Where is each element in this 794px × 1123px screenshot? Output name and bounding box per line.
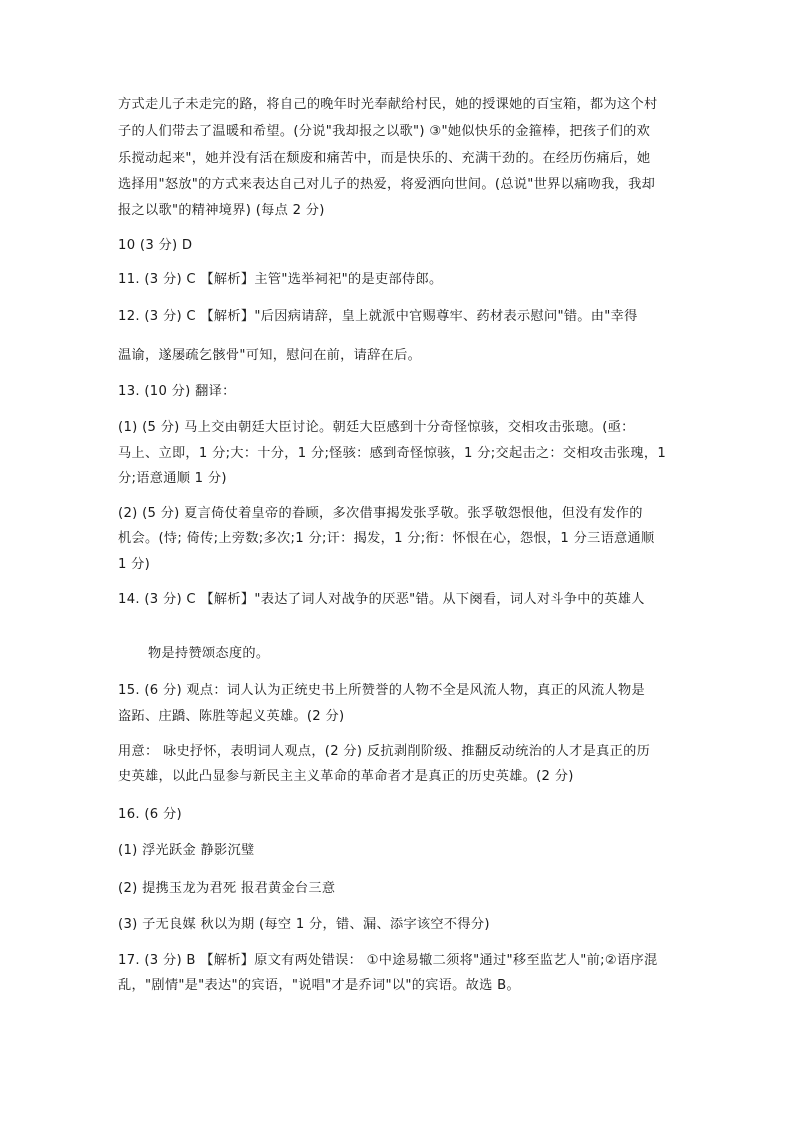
answer-17: 17. (3 分) B 【解析】原文有两处错误： ①中途易辙二须将"通过"移至监艺人"前;②语序混 (118, 953, 658, 968)
answer-13-1-c: 分;语意通顺 1 分) (118, 471, 227, 486)
answer-13-2-a: (2) (5 分) 夏言倚仗着皇帝的眷顾，多次借事揭发张孚敬。张孚敬怨恨他，但没有发作的 (118, 506, 643, 521)
answer-13-1-a: (1) (5 分) 马上交由朝廷大臣讨论。朝廷大臣感到十分奇怪惊骇，交相攻击张璁。(亟： (118, 420, 635, 435)
text-line-5: 报之以歌"的精神境界) (每点 2 分) (118, 203, 325, 218)
answer-13-1-b: 马上、立即，1 分;大：十分，1 分;怪骇：感到奇怪惊骇，1 分;交起击之：交相攻击张瑰，1 (118, 446, 667, 461)
answer-14-cont: 物是持赞颂态度的。 (148, 646, 270, 661)
answer-14: 14. (3 分) C 【解析】"表达了词人对战争的厌恶"错。从下阕看，词人对斗争中的英雄人 (118, 592, 645, 607)
text-line-4: 选择用"怒放"的方式来表达自己对儿子的热爱，将爱洒向世间。(总说"世界以痛吻我，我却 (118, 177, 656, 192)
answer-17-cont: 乱，"剧情"是"表达"的宾语，"说唱"才是乔词"以"的宾语。故选 B。 (118, 978, 520, 993)
text-line-2: 子的人们带去了温暖和希望。(分说"我却报之以歌") ③"她似快乐的金箍棒，把孩子们的欢 (118, 124, 651, 139)
answer-16-2: (2) 提携玉龙为君死 报君黄金台三意 (118, 881, 336, 896)
answer-16-heading: 16. (6 分) (118, 807, 182, 822)
answer-10: 10 (3 分) D (118, 238, 193, 253)
answer-12: 12. (3 分) C 【解析】"后因病请辞，皇上就派中官赐尊牢、药材表示慰问"错。由"幸得 (118, 309, 638, 324)
answer-15-purpose-cont: 史英雄，以此凸显参与新民主主义革命的革命者才是真正的历史英雄。(2 分) (118, 769, 574, 784)
answer-13-2-b: 机会。(恃; 倚传;上旁数;多次;1 分;讦：揭发，1 分;衔：怀恨在心，怨恨，1 分三语意通顺 (118, 531, 655, 546)
answer-13-heading: 13. (10 分) 翻译： (118, 384, 236, 399)
answer-15-cont: 盗跖、庄蹻、陈胜等起义英雄。(2 分) (118, 709, 345, 724)
answer-16-1: (1) 浮光跃金 静影沉璧 (118, 843, 255, 858)
answer-13-2-c: 1 分) (118, 557, 151, 572)
answer-11: 11. (3 分) C 【解析】主管"选举祠祀"的是吏部侍郎。 (118, 272, 443, 287)
text-line-1: 方式走儿子未走完的路，将自己的晚年时光奉献给村民，她的授课她的百宝箱，都为这个村 (118, 97, 658, 112)
answer-16-3: (3) 子无良媒 秋以为期 (每空 1 分，错、漏、添字该空不得分) (118, 917, 490, 932)
answer-12-cont: 温谕，遂屡疏乞骸骨"可知，慰问在前，请辞在后。 (118, 348, 422, 363)
answer-15-purpose: 用意： 咏史抒怀，表明词人观点，(2 分) 反抗剥削阶级、推翻反动统治的人才是真正的历 (118, 744, 651, 759)
answer-15: 15. (6 分) 观点：词人认为正统史书上所赞誉的人物不全是风流人物，真正的风流人物是 (118, 683, 645, 698)
text-line-3: 乐搅动起来"，她并没有活在颓废和痛苦中，而是快乐的、充满干劲的。在经历伤痛后，她 (118, 151, 651, 166)
